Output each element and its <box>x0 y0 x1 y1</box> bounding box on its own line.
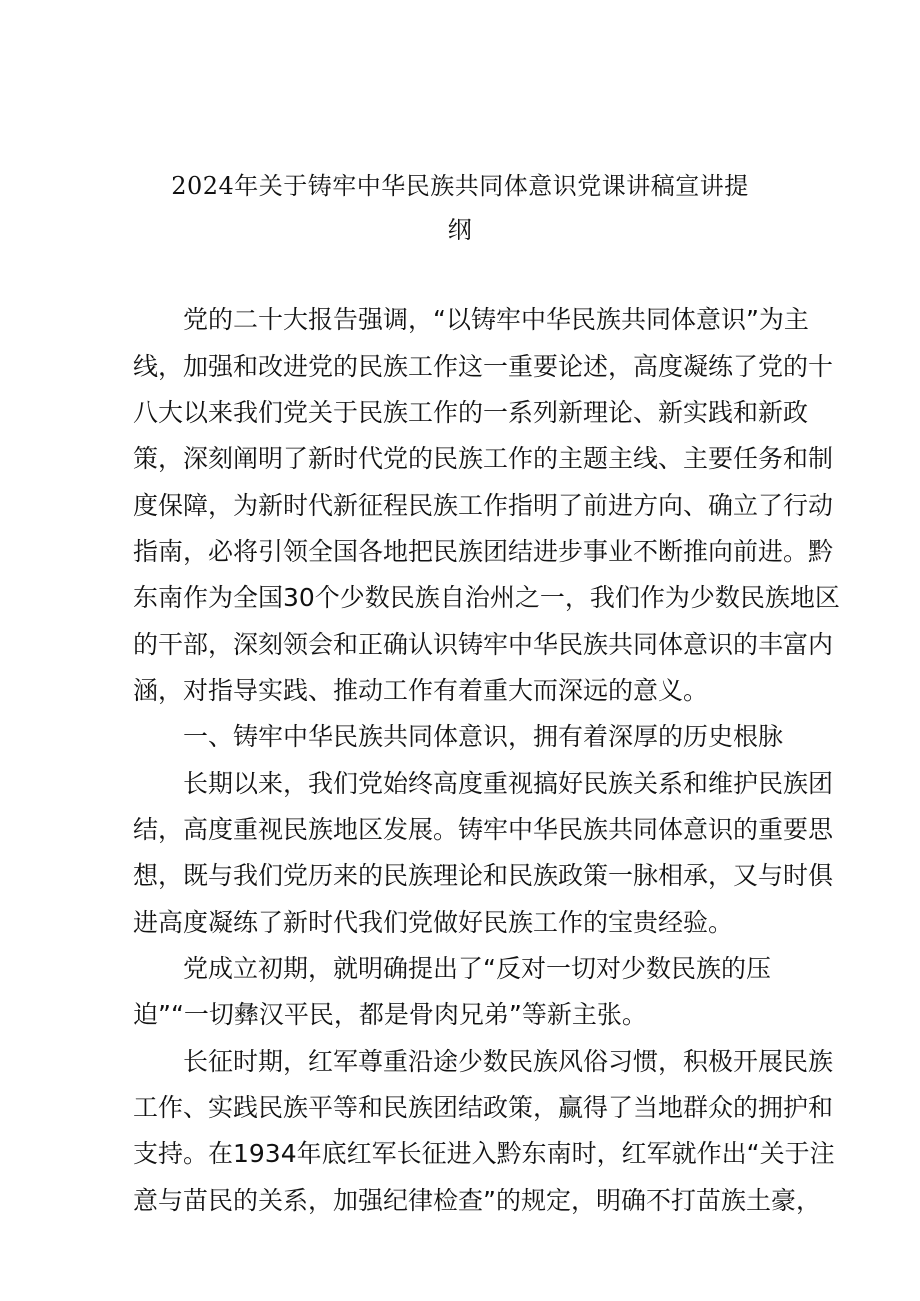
paragraph-1-line-5: 度保障，为新时代新征程民族工作指明了前进方向、确立了行动 <box>133 491 834 520</box>
paragraph-2-line-4: 进高度凝练了新时代我们党做好民族工作的宝贵经验。 <box>133 908 734 937</box>
document-title-line-2: 纲 <box>447 216 473 244</box>
paragraph-1-line-8: 的干部，深刻领会和正确认识铸牢中华民族共同体意识的丰富内 <box>133 630 834 659</box>
paragraph-1-line-7: 东南作为全国30个少数民族自治州之一，我们作为少数民族地区 <box>133 583 840 612</box>
paragraph-4-line-4: 意与苗民的关系，加强纪律检查”的规定，明确不打苗族土豪， <box>133 1186 821 1215</box>
paragraph-4-line-2: 工作、实践民族平等和民族团结政策，赢得了当地群众的拥护和 <box>133 1093 834 1122</box>
paragraph-1-line-6: 指南，必将引领全国各地把民族团结进步事业不断推向前进。黔 <box>133 537 834 566</box>
paragraph-1-line-3: 八大以来我们党关于民族工作的一系列新理论、新实践和新政 <box>133 398 809 427</box>
paragraph-1-line-9: 涵，对指导实践、推动工作有着重大而深远的意义。 <box>133 676 709 705</box>
paragraph-1-line-4: 策，深刻阐明了新时代党的民族工作的主题主线、主要任务和制 <box>133 444 834 473</box>
paragraph-4-line-3: 支持。在1934年底红军长征进入黔东南时，红军就作出“关于注 <box>133 1139 835 1168</box>
paragraph-4-line-1: 长征时期，红军尊重沿途少数民族风俗习惯，积极开展民族 <box>183 1047 834 1076</box>
section-heading-1: 一、铸牢中华民族共同体意识，拥有着深厚的历史根脉 <box>183 722 784 751</box>
paragraph-3-line-1: 党成立初期，就明确提出了“反对一切对少数民族的压 <box>183 954 771 983</box>
paragraph-2-line-3: 想，既与我们党历来的民族理论和民族政策一脉相承，又与时俱 <box>133 861 834 890</box>
paragraph-3-line-2: 迫”“一切彝汉平民，都是骨肉兄弟”等新主张。 <box>133 1000 647 1029</box>
paragraph-1-line-1: 党的二十大报告强调，“以铸牢中华民族共同体意识”为主 <box>183 305 809 334</box>
paragraph-1-line-2: 线，加强和改进党的民族工作这一重要论述，高度凝练了党的十 <box>133 352 834 381</box>
document-title-line-1: 2024年关于铸牢中华民族共同体意识党课讲稿宣讲提 <box>171 172 749 200</box>
paragraph-2-line-1: 长期以来，我们党始终高度重视搞好民族关系和维护民族团 <box>183 769 834 798</box>
paragraph-2-line-2: 结，高度重视民族地区发展。铸牢中华民族共同体意识的重要思 <box>133 815 834 844</box>
